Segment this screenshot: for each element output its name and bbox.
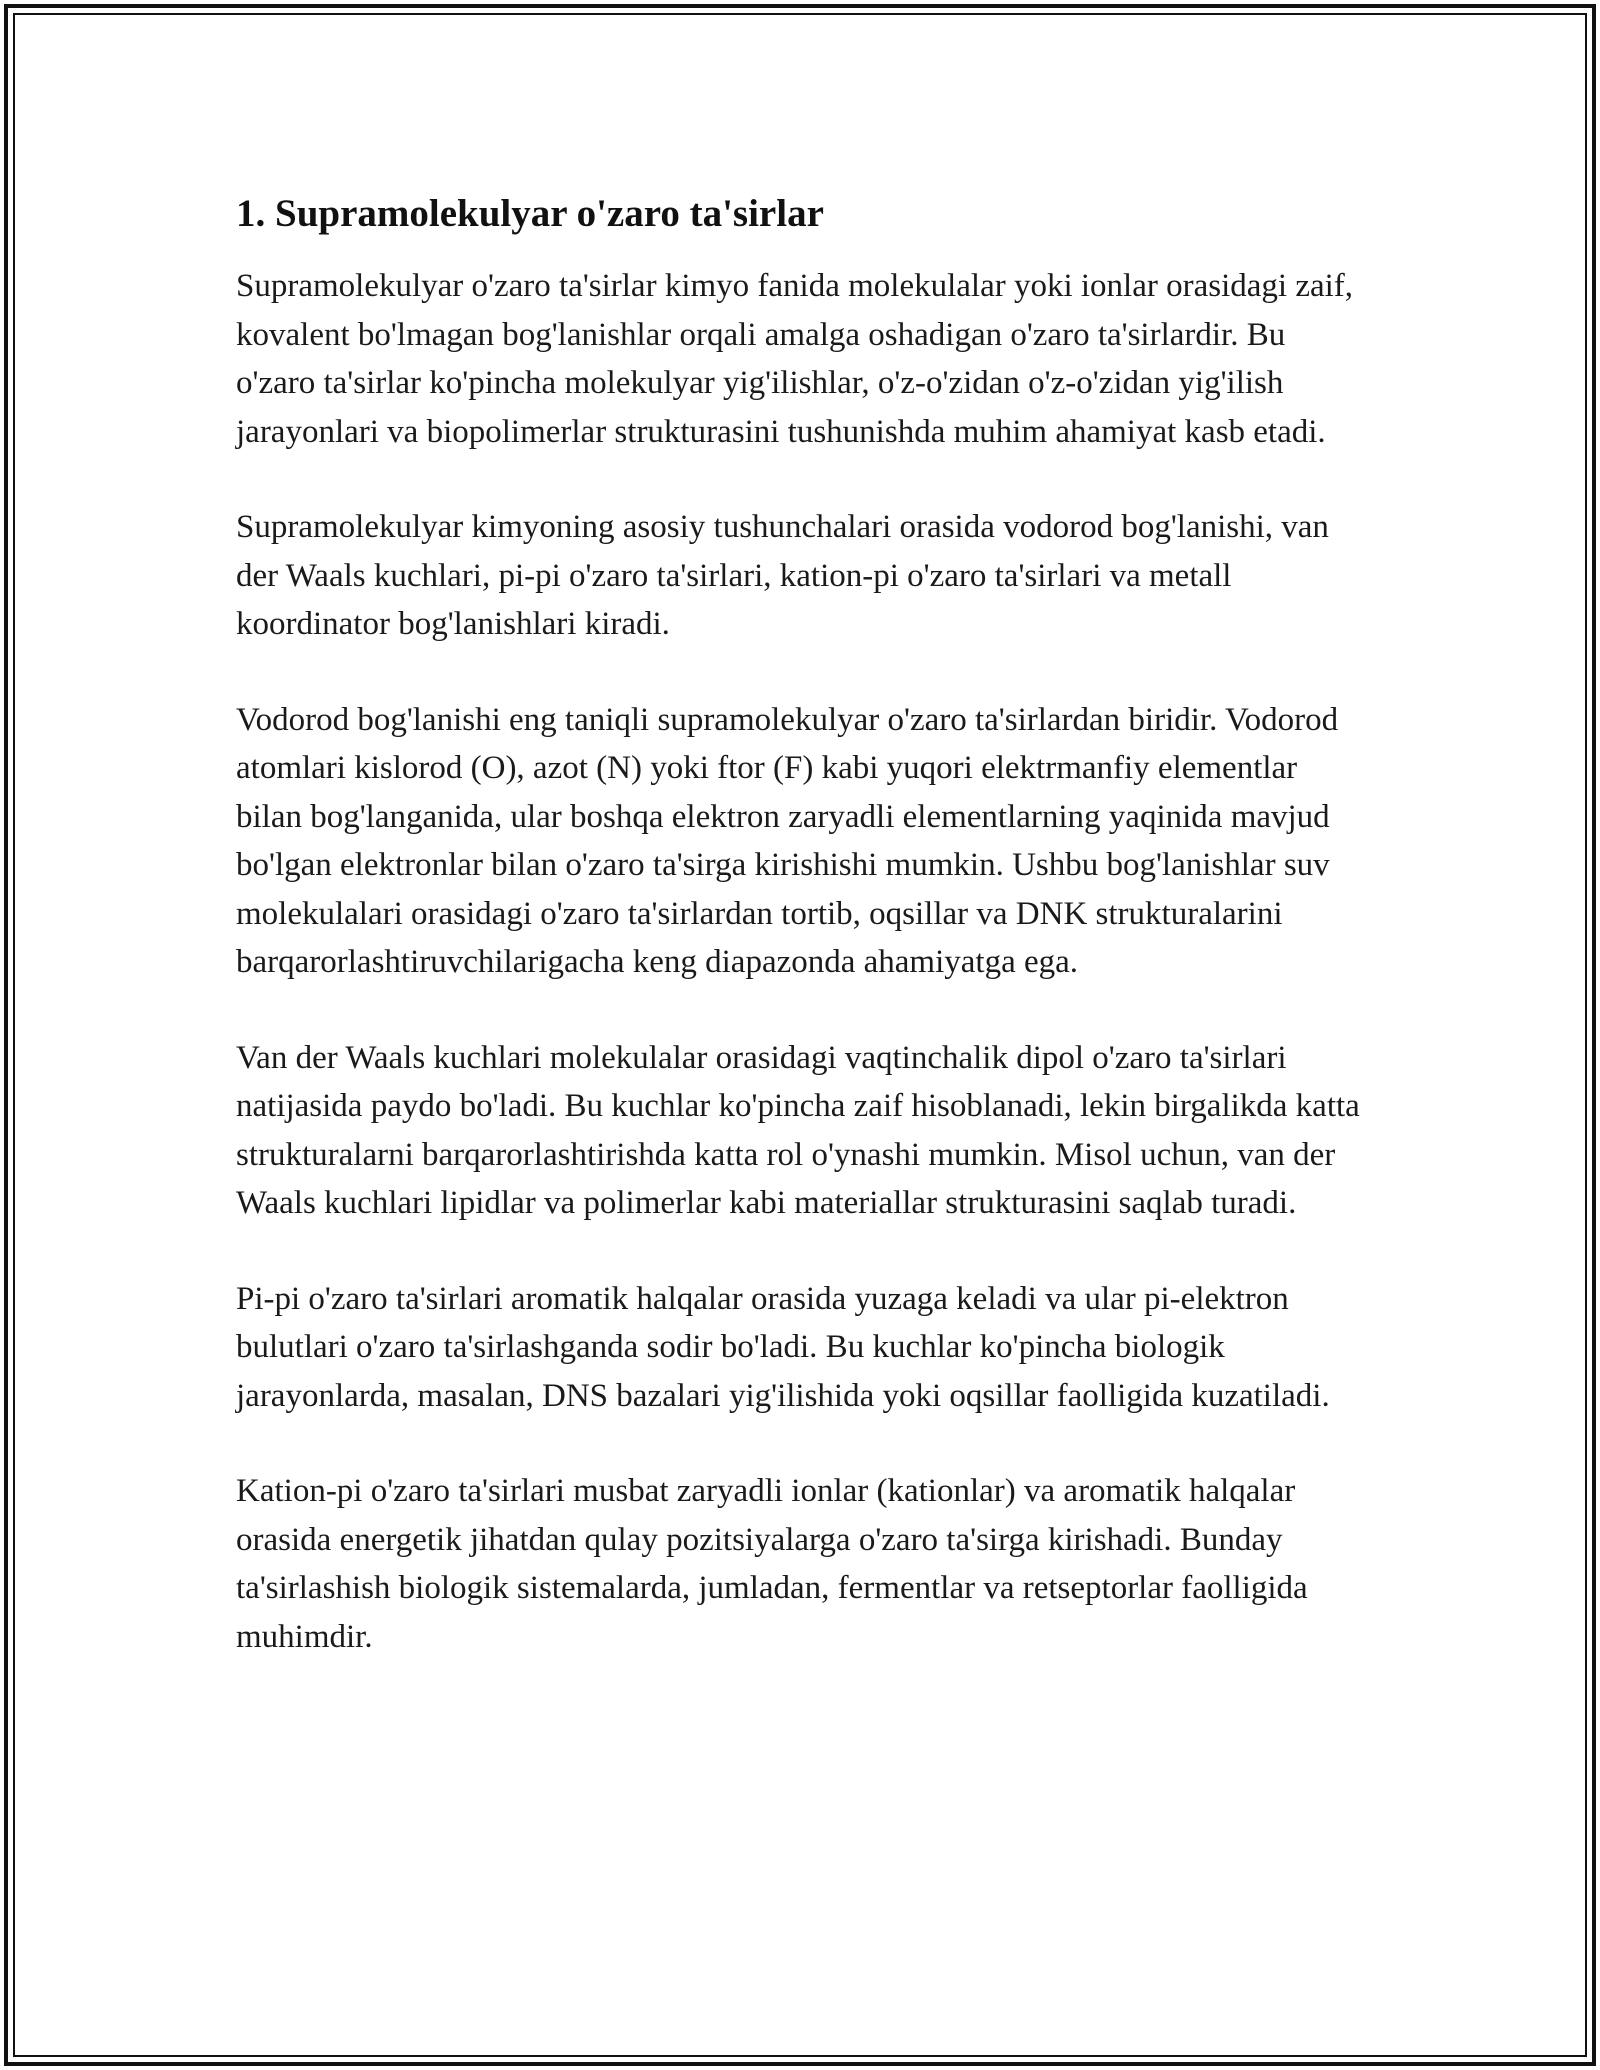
paragraph-pi-pi: Pi-pi o'zaro ta'sirlari aromatik halqalar orasida yuzaga keladi va ular pi-elektron bulutlari o'zaro ta'sirlashganda sodir bo'ladi. Bu kuchlar ko'pincha biologik jarayonlarda, masalan, DNS bazalari yig'ilishida yoki oqsillar faolligida kuzatiladi. bbox=[236, 1280, 1330, 1414]
paragraph-introduction: Supramolekulyar o'zaro ta'sirlar kimyo fanida molekulalar yoki ionlar orasidagi zaif, kovalent bo'lmagan bog'lanishlar orqali amalga oshadigan o'zaro ta'sirlardir. Bu o'zaro ta'sirlar ko'pincha molekulyar yig'ilishlar, o'z-o'zidan o'z-o'zidan yig'ilish jarayonlari va biopolimerlar strukturasini tushunishda muhim ahamiyat kasb etadi. bbox=[236, 268, 1354, 450]
section-title: 1. Supramolekulyar o'zaro ta'sirlar bbox=[236, 192, 824, 235]
document-body bbox=[236, 186, 1366, 1708]
paragraph-cation-pi: Kation-pi o'zaro ta'sirlari musbat zaryadli ionlar (kationlar) va aromatik halqalar orasida energetik jihatdan qulay pozitsiyalarga o'zaro ta'sirga kirishadi. Bunday ta'sirlashish biologik sistemalarda, jumladan, fermentlar va retseptorlar faolligida muhimdir. bbox=[236, 1473, 1308, 1655]
paragraph-hydrogen-bonding: Vodorod bog'lanishi eng taniqli supramolekulyar o'zaro ta'sirlardan biridir. Vodorod atomlari kislorod (O), azot (N) yoki ftor (F) kabi yuqori elektrmanfiy elementlar bilan bog'langanida, ular boshqa elektron zaryadli elementlarning yaqinida mavjud bo'lgan elektronlar bilan o'zaro ta'sirga kirishishi mumkin. Ushbu bog'lanishlar suv molekulalari orasidagi o'zaro ta'sirlardan tortib, oqsillar va DNK strukturalarini barqarorlashtiruvchilarigacha keng diapazonda ahamiyatga ega. bbox=[236, 701, 1339, 980]
paragraph-core-concepts: Supramolekulyar kimyoning asosiy tushunchalari orasida vodorod bog'lanishi, van der Waals kuchlari, pi-pi o'zaro ta'sirlari, kation-pi o'zaro ta'sirlari va metall koordinator bog'lanishlari kiradi. bbox=[236, 509, 1329, 642]
paragraph-van-der-waals: Van der Waals kuchlari molekulalar orasidagi vaqtinchalik dipol o'zaro ta'sirlari natijasida paydo bo'ladi. Bu kuchlar ko'pincha zaif hisoblanadi, lekin birgalikda katta strukturalarni barqarorlashtirishda katta rol o'ynashi mumkin. Misol uchun, van der Waals kuchlari lipidlar va polimerlar kabi materiallar strukturasini saqlab turadi. bbox=[236, 1039, 1360, 1221]
